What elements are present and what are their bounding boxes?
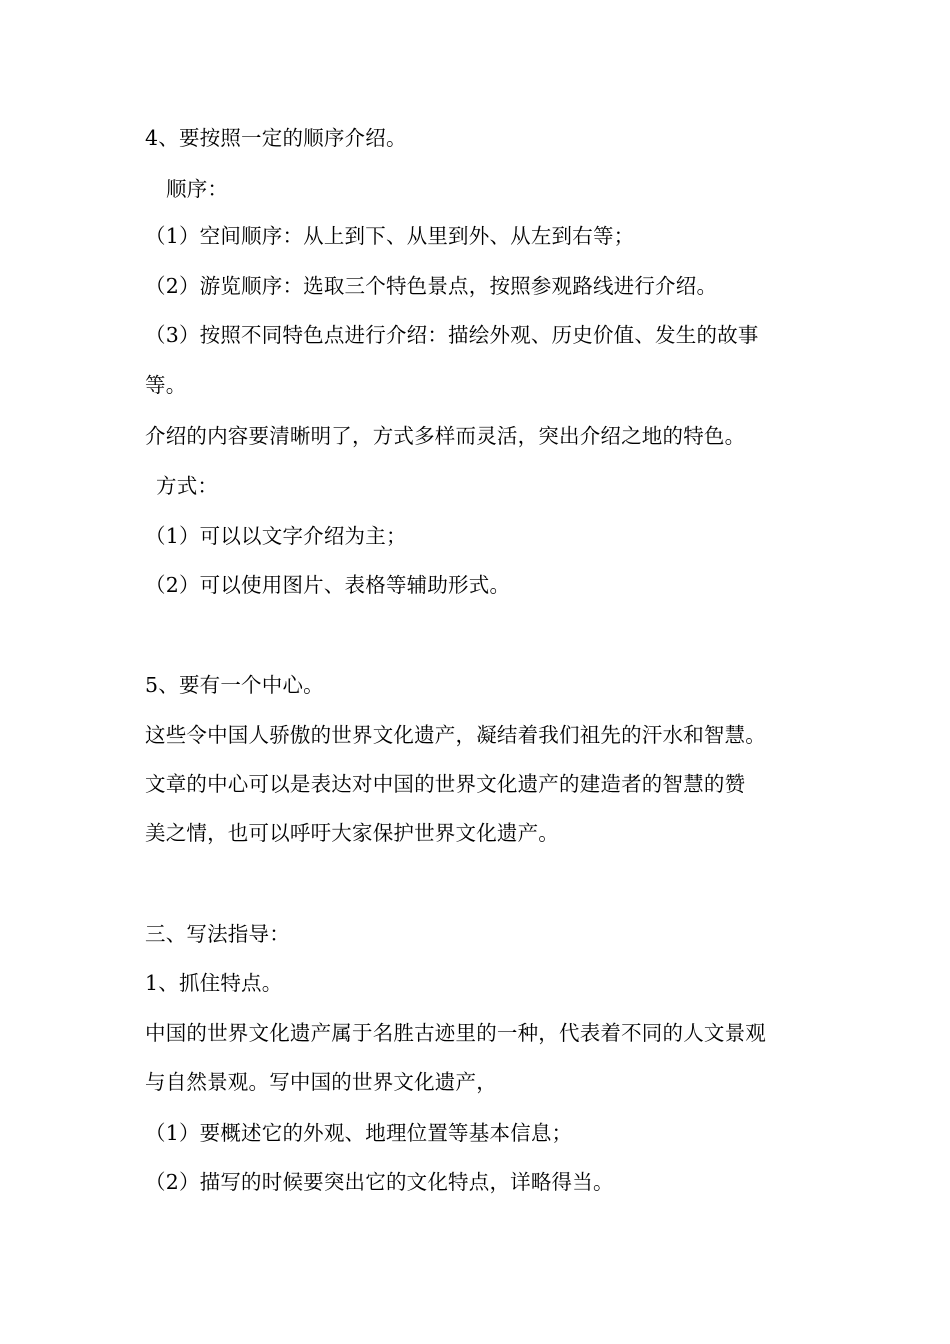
- part-3-line-2: 与自然景观。写中国的世界文化遗产，: [145, 1070, 497, 1094]
- section-5-line-1: 这些令中国人骄傲的世界文化遗产，凝结着我们祖先的汗水和智慧。: [145, 723, 766, 747]
- part-3-line-1: 中国的世界文化遗产属于名胜古迹里的一种，代表着不同的人文景观: [145, 1021, 766, 1045]
- content-note: 介绍的内容要清晰明了，方式多样而灵活，突出介绍之地的特色。: [145, 424, 746, 448]
- method-item-2: （2）可以使用图片、表格等辅助形式。: [145, 573, 511, 597]
- order-item-1: （1）空间顺序：从上到下、从里到外、从左到右等；: [145, 224, 635, 248]
- part-3-item-2: （2）描写的时候要突出它的文化特点，详略得当。: [145, 1170, 614, 1194]
- part-3-item-1: （1）要概述它的外观、地理位置等基本信息；: [145, 1121, 573, 1145]
- part-3-sub-1-heading: 1、抓住特点。: [145, 971, 283, 995]
- section-5-heading: 5、要有一个中心。: [145, 673, 324, 697]
- order-item-2: （2）游览顺序：选取三个特色景点，按照参观路线进行介绍。: [145, 274, 718, 298]
- method-item-1: （1）可以以文字介绍为主；: [145, 524, 407, 548]
- section-5-line-2: 文章的中心可以是表达对中国的世界文化遗产的建造者的智慧的赞: [145, 772, 746, 796]
- order-item-3-continuation: 等。: [145, 373, 187, 397]
- section-5-line-3: 美之情，也可以呼吁大家保护世界文化遗产。: [145, 821, 559, 845]
- method-label: 方式：: [156, 474, 219, 498]
- order-label: 顺序：: [166, 177, 229, 201]
- part-3-heading: 三、写法指导：: [145, 922, 290, 946]
- order-item-3: （3）按照不同特色点进行介绍：描绘外观、历史价值、发生的故事: [145, 323, 759, 347]
- section-4-heading: 4、要按照一定的顺序介绍。: [145, 126, 407, 150]
